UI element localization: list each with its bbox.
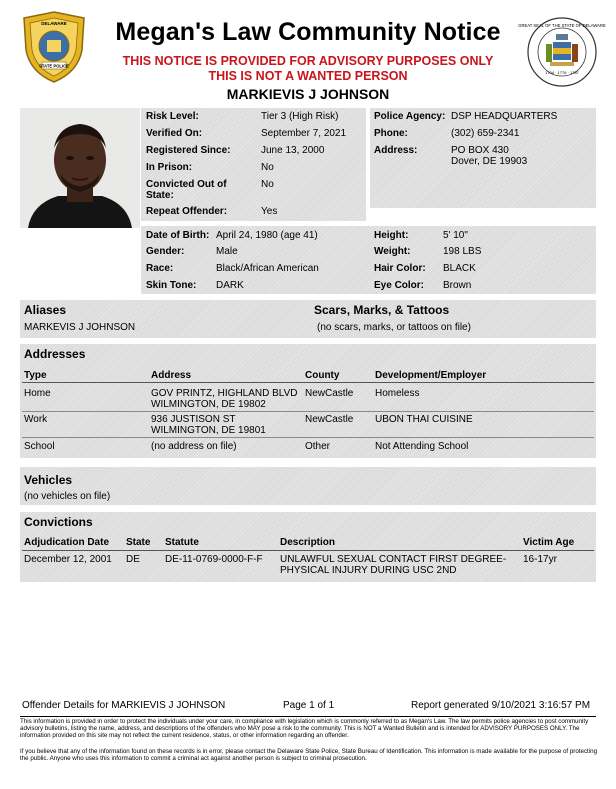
conviction-row-1-description-line-1: UNLAWFUL SEXUAL CONTACT FIRST DEGREE- xyxy=(280,554,507,565)
footer-page-number: Page 1 of 1 xyxy=(283,700,335,711)
height-label: Height: xyxy=(374,230,409,241)
conviction-row-1-date: December 12, 2001 xyxy=(24,554,112,565)
convicted-out-label-2: State: xyxy=(146,190,174,201)
dob-value: April 24, 1980 (age 41) xyxy=(216,230,318,241)
race-label: Race: xyxy=(146,263,174,274)
verified-label: Verified On: xyxy=(146,128,203,139)
aliases-title: Aliases xyxy=(24,303,67,317)
convictions-col-victim-age: Victim Age xyxy=(523,537,575,548)
dob-label: Date of Birth: xyxy=(146,230,210,241)
verified-value: September 7, 2021 xyxy=(261,128,347,139)
hair-color-label: Hair Color: xyxy=(374,263,426,274)
scars-text: (no scars, marks, or tattoos on file) xyxy=(317,322,471,333)
conviction-row-1-description-line-2: PHYSICAL INJURY DURING USC 2ND xyxy=(280,565,457,576)
address-row-1-type: Home xyxy=(24,388,51,399)
address-row-1-divider xyxy=(22,411,594,412)
height-value: 5' 10" xyxy=(443,230,468,241)
offender-name-heading: MARKIEVIS J JOHNSON xyxy=(226,86,390,102)
in-prison-label: In Prison: xyxy=(146,162,193,173)
eye-color-label: Eye Color: xyxy=(374,280,425,291)
agency-address-line-2: Dover, DE 19903 xyxy=(451,156,528,167)
convictions-col-date: Adjudication Date xyxy=(24,537,110,548)
addresses-col-county: County xyxy=(305,370,340,381)
addresses-header-divider xyxy=(22,382,594,383)
repeat-offender-label: Repeat Offender: xyxy=(146,206,228,217)
offender-photo xyxy=(20,108,140,228)
advisory-notice-line-2: THIS IS NOT A WANTED PERSON xyxy=(208,69,408,83)
addresses-col-type: Type xyxy=(24,370,47,381)
weight-value: 198 LBS xyxy=(443,246,482,257)
convictions-header-divider xyxy=(22,550,594,551)
address-row-3-type: School xyxy=(24,441,55,452)
address-row-2-county: NewCastle xyxy=(305,414,354,425)
convictions-col-state: State xyxy=(126,537,151,548)
addresses-title: Addresses xyxy=(24,347,86,361)
eye-color-value: Brown xyxy=(443,280,472,291)
risk-level-value: Tier 3 (High Risk) xyxy=(261,111,339,122)
footer-disclaimer-1: This information is provided in order to protect the individuals under your care, in compliance with legislation which is commonly referred to as Megan's Law. The law permits police agencies to post community advisory bulletins, listing the name, address, and descriptions of the offenders who MAY pose a risk to the community. This is NOT a Wanted Bulletin and is intended for ADVISORY PURPOSES ONLY. The information provided on this site may not reflect the current residence, status, or other information regarding an offender. xyxy=(20,718,589,740)
convicted-out-label-1: Convicted Out of xyxy=(146,179,227,190)
hair-color-value: BLACK xyxy=(443,263,476,274)
skin-tone-label: Skin Tone: xyxy=(146,280,197,291)
address-row-1-employer: Homeless xyxy=(375,388,420,399)
address-row-3-line-1: (no address on file) xyxy=(151,441,237,452)
vehicles-title: Vehicles xyxy=(24,473,73,487)
vehicles-text: (no vehicles on file) xyxy=(24,491,111,502)
seal-text: GREAT SEAL OF THE STATE OF DELAWARE xyxy=(518,23,606,28)
address-row-2-divider xyxy=(22,437,594,438)
address-row-3-county: Other xyxy=(305,441,331,452)
address-row-2-line-2: WILMINGTON, DE 19801 xyxy=(151,425,266,436)
seal-years: 1704 · 1776 · 1787 xyxy=(545,70,579,75)
conviction-row-1-victim-age: 16-17yr xyxy=(523,554,557,565)
convicted-out-value: No xyxy=(261,179,274,190)
convictions-col-statute: Statute xyxy=(165,537,199,548)
conviction-row-1-state: DE xyxy=(126,554,140,565)
address-row-2-type: Work xyxy=(24,414,48,425)
weight-label: Weight: xyxy=(374,246,411,257)
phone-label: Phone: xyxy=(374,128,408,139)
address-row-2-employer: UBON THAI CUISINE xyxy=(375,414,473,425)
footer-report-generated: Report generated 9/10/2021 3:16:57 PM xyxy=(411,700,591,711)
gender-label: Gender: xyxy=(146,246,185,257)
conviction-row-1-statute: DE-11-0769-0000-F-F xyxy=(165,554,263,565)
delaware-state-seal-icon xyxy=(518,16,606,88)
alias-item: MARKEVIS J JOHNSON xyxy=(24,322,136,333)
race-value: Black/African American xyxy=(216,263,319,274)
address-row-1-county: NewCastle xyxy=(305,388,354,399)
address-row-3-employer: Not Attending School xyxy=(375,441,469,452)
advisory-notice-line-1: THIS NOTICE IS PROVIDED FOR ADVISORY PURPOSES ONLY xyxy=(122,54,494,68)
address-row-1-line-2: WILMINGTON, DE 19802 xyxy=(151,399,266,410)
phone-value: (302) 659-2341 xyxy=(451,128,520,139)
police-agency-label: Police Agency: xyxy=(374,111,446,122)
state-police-badge-icon xyxy=(20,10,88,84)
convictions-title: Convictions xyxy=(24,515,93,529)
addresses-col-employer: Development/Employer xyxy=(375,370,487,381)
scars-title: Scars, Marks, & Tattoos xyxy=(314,303,450,317)
registered-value: June 13, 2000 xyxy=(261,145,325,156)
agency-address-label: Address: xyxy=(374,145,418,156)
address-row-1-line-1: GOV PRINTZ, HIGHLAND BLVD xyxy=(151,388,298,399)
in-prison-value: No xyxy=(261,162,274,173)
registered-label: Registered Since: xyxy=(146,145,231,156)
footer-offender-details: Offender Details for MARKIEVIS J JOHNSON xyxy=(22,700,226,711)
risk-level-label: Risk Level: xyxy=(146,111,199,122)
footer-disclaimer-2: If you believe that any of the information found on these records is in error, please contact the Delaware State Police, State Bureau of Identification. This information is made available for the purpose of protecting the public. Anyone who uses this information to commit a criminal act against another person is subject to criminal prosecution. xyxy=(20,748,598,763)
badge-bottom-text: STATE POLICE xyxy=(39,63,69,69)
agency-address-line-1: PO BOX 430 xyxy=(451,145,509,156)
gender-value: Male xyxy=(216,246,238,257)
skin-tone-value: DARK xyxy=(216,280,244,291)
page-title: Megan's Law Community Notice xyxy=(115,18,501,46)
repeat-offender-value: Yes xyxy=(261,206,278,217)
offender-photo-image xyxy=(20,108,140,228)
badge-top-text: DELAWARE xyxy=(41,21,67,26)
footer-divider xyxy=(20,716,596,717)
convictions-col-description: Description xyxy=(280,537,336,548)
address-row-2-line-1: 936 JUSTISON ST xyxy=(151,414,236,425)
addresses-col-address: Address xyxy=(151,370,192,381)
police-agency-value: DSP HEADQUARTERS xyxy=(451,111,558,122)
